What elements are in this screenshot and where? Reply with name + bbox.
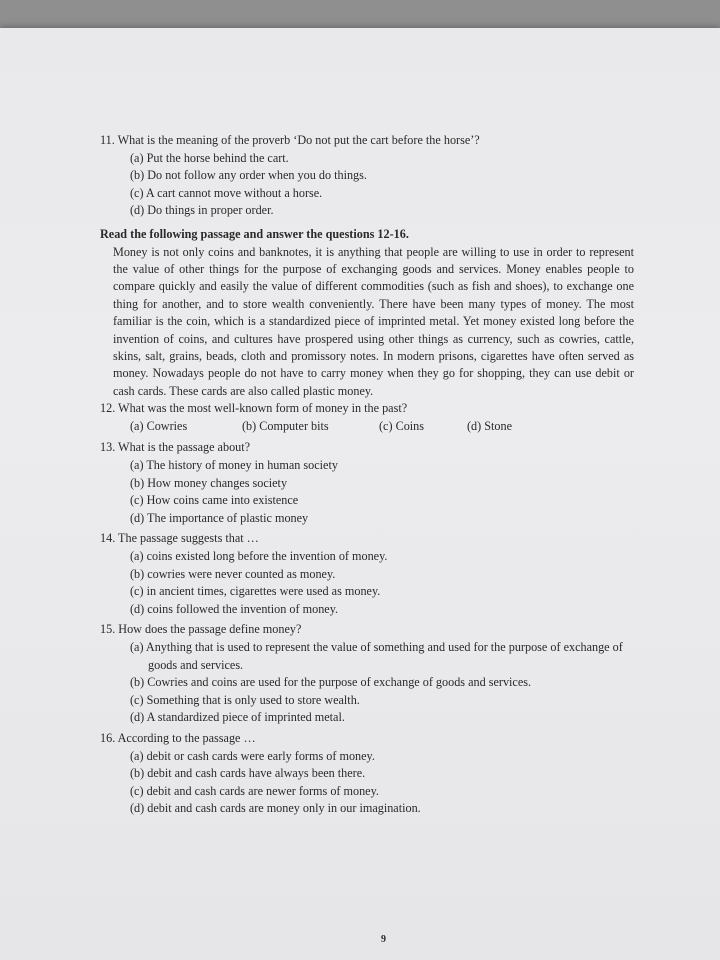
- question-14-stem: 14. The passage suggests that …: [100, 531, 259, 546]
- question-13-option-c: (c) How coins came into existence: [130, 493, 299, 508]
- question-16-option-c: (c) debit and cash cards are newer forms of money.: [130, 783, 379, 798]
- question-15-stem: 15. How does the passage define money?: [100, 622, 302, 637]
- question-12-options: [130, 418, 634, 436]
- question-16: [100, 730, 634, 818]
- question-13-stem: 13. What is the passage about?: [100, 440, 251, 455]
- question-11-option-d: (d) Do things in proper order.: [130, 203, 274, 218]
- question-14-option-b: (b) cowries were never counted as money.: [130, 566, 336, 581]
- exam-content: [100, 132, 634, 818]
- question-13-option-b: (b) How money changes society: [130, 475, 288, 490]
- question-15-option-b: (b) Cowries and coins are used for the purpose of exchange of goods and services.: [130, 675, 532, 690]
- question-11-stem: 11. What is the meaning of the proverb ‘Do not put the cart before the horse’?: [100, 133, 480, 147]
- question-15-option-c: (c) Something that is only used to store wealth.: [130, 692, 360, 707]
- page-number: 9: [381, 934, 386, 945]
- question-15-option-a: (a) Anything that is used to represent the value of something and used for the purpose of exchange of goods and services.: [130, 639, 623, 672]
- question-14: [100, 530, 634, 618]
- question-11-option-c: (c) A cart cannot move without a horse.: [130, 185, 323, 200]
- question-13: [100, 439, 634, 527]
- passage-text: Money is not only coins and banknotes, it is anything that people are willing to use in order to represent the value of other things for the purpose of exchanging goods and services. Money enables people to compare quickly and easily the value of different commodities (such as fish and shoes), to exchange one thing for another, and to store wealth conveniently. There have been many types of money. The most familiar is the coin, which is a standardized piece of imprinted metal. Yet money existed long before the invention of coins, and cultures have prospered using other things as currency, such as cowries, cattle, skins, salt, grains, beads, cloth and promissory notes. In modern prisons, cigarettes have often served as money. Nowadays people do not have to carry money when they go for shopping, they can use debit or cash cards. These cards are also called plastic money.: [113, 244, 634, 398]
- question-11-option-b: (b) Do not follow any order when you do things.: [130, 168, 367, 183]
- question-13-option-d: (d) The importance of plastic money: [130, 510, 309, 525]
- question-15-option-d: (d) A standardized piece of imprinted metal.: [130, 710, 345, 725]
- question-14-option-c: (c) in ancient times, cigarettes were used as money.: [130, 584, 381, 599]
- question-12-stem: 12. What was the most well-known form of money in the past?: [100, 401, 408, 416]
- question-15: [100, 621, 634, 727]
- question-16-option-d: (d) debit and cash cards are money only in our imagination.: [130, 801, 421, 816]
- question-12-option-b: (b) Computer bits: [242, 418, 329, 433]
- question-12: [100, 400, 634, 435]
- question-14-option-a: (a) coins existed long before the invention of money.: [130, 548, 388, 563]
- question-11-option-a: (a) Put the horse behind the cart.: [130, 150, 289, 165]
- question-12-option-c: (c) Coins: [379, 418, 425, 433]
- question-16-stem: 16. According to the passage …: [100, 730, 256, 745]
- question-11: [100, 132, 634, 220]
- question-14-option-d: (d) coins followed the invention of money.: [130, 601, 339, 616]
- paper-page: [0, 28, 720, 960]
- question-13-option-a: (a) The history of money in human society: [130, 458, 338, 472]
- question-12-option-d: (d) Stone: [467, 418, 513, 433]
- passage-heading: Read the following passage and answer the questions 12-16.: [100, 226, 409, 241]
- question-12-option-a: (a) Cowries: [130, 418, 188, 433]
- question-16-option-a: (a) debit or cash cards were early forms of money.: [130, 748, 375, 763]
- question-16-option-b: (b) debit and cash cards have always been there.: [130, 766, 366, 781]
